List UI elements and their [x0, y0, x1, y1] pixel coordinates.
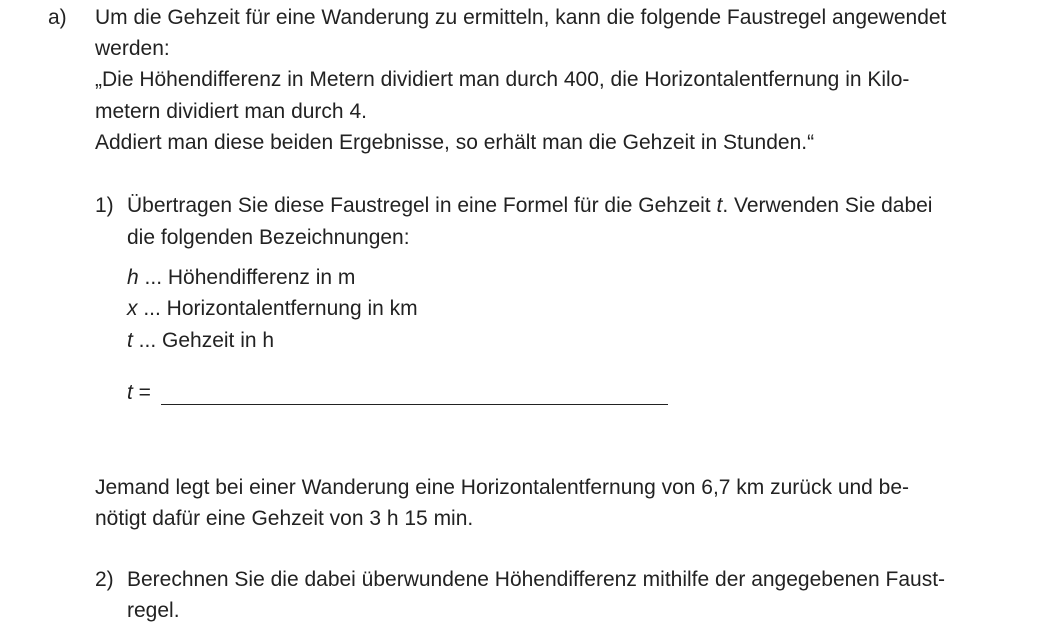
definition-t: [127, 329, 274, 353]
scenario-line: Jemand legt bei einer Wanderung eine Horizontalentfernung von 6,7 km zurück und be-: [95, 476, 910, 499]
intro-line: werden:: [95, 37, 170, 60]
definition-text: ... Gehzeit in h: [132, 329, 275, 352]
definition-symbol: t: [127, 329, 133, 352]
question-1-label: 1): [95, 194, 114, 217]
question-1-line: die folgenden Bezeichnungen:: [127, 226, 410, 249]
question-1-text: Übertragen Sie diese Faustregel in eine Formel für die Gehzeit: [127, 194, 717, 217]
definition-text: ... Höhendifferenz in m: [138, 266, 356, 289]
intro-line: metern dividiert man durch 4.: [95, 100, 367, 123]
definition-text: ... Horizontalentfernung in km: [137, 297, 418, 320]
answer-line[interactable]: [161, 404, 668, 405]
formula-symbol: t: [127, 381, 133, 404]
question-1-line: [127, 194, 932, 218]
question-2-label: 2): [95, 568, 114, 591]
question-2-line: Berechnen Sie die dabei überwundene Höhendifferenz mithilfe der angegebenen Faust-: [127, 568, 946, 591]
intro-line: Addiert man diese beiden Ergebnisse, so erhält man die Gehzeit in Stunden.“: [95, 131, 815, 154]
formula-label: [127, 381, 151, 405]
intro-line: Um die Gehzeit für eine Wanderung zu ermitteln, kann die folgende Faustregel angewendet: [95, 6, 947, 29]
scenario-line: nötigt dafür eine Gehzeit von 3 h 15 min.: [95, 507, 474, 530]
question-2-line: regel.: [127, 599, 180, 622]
definition-x: [127, 297, 418, 321]
definition-symbol: x: [127, 297, 138, 320]
variable-t: t: [716, 194, 723, 217]
definition-symbol: h: [127, 266, 139, 289]
formula-equals: =: [132, 381, 151, 404]
intro-line: „Die Höhendifferenz in Metern dividiert man durch 400, die Horizontalentfernung in Kilo-: [95, 68, 910, 91]
definition-h: [127, 266, 355, 290]
task-label: a): [48, 6, 67, 29]
question-1-text: . Verwenden Sie dabei: [722, 194, 933, 217]
